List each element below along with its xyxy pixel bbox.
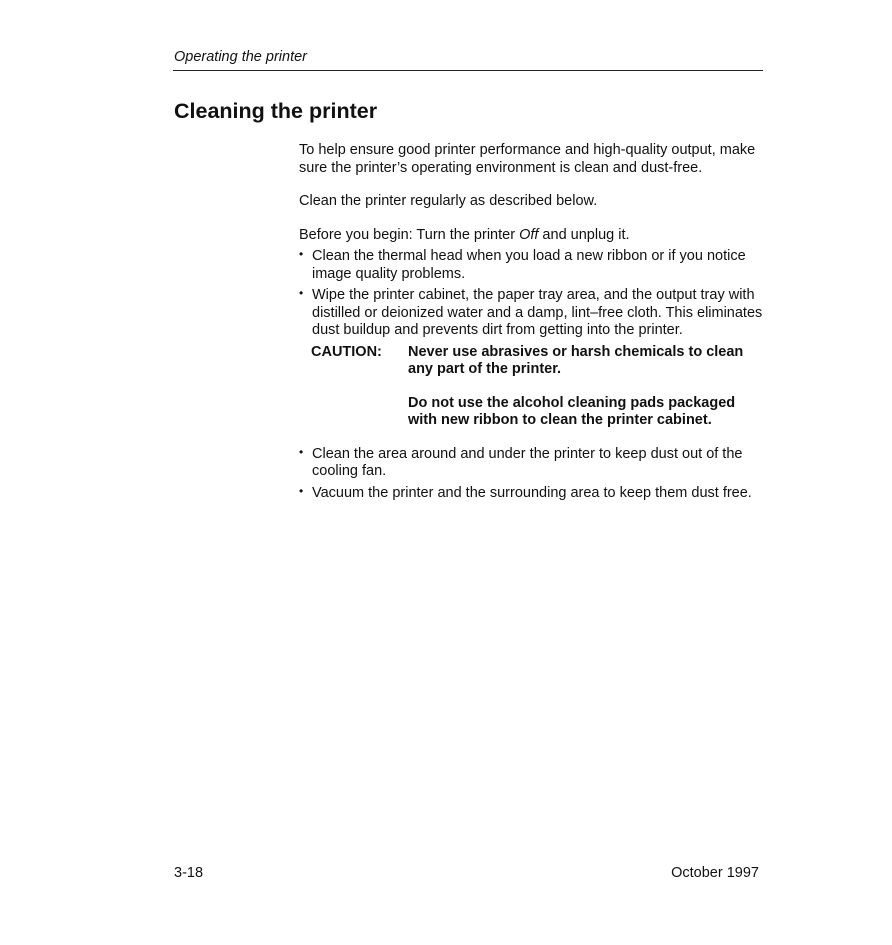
bullet-icon: • <box>299 286 304 300</box>
section-title: Cleaning the printer <box>174 99 378 123</box>
off-emphasis: Off <box>519 226 539 243</box>
cleaning-steps-list-continued <box>299 446 764 503</box>
list-item: • Wipe the printer cabinet, the paper tray area, and the output tray with distilled or deionized water and a damp, lint–free cloth. This eliminates dust buildup and prevents dirt from getting into the printer. <box>299 286 763 338</box>
header-rule <box>173 70 763 71</box>
list-item: • Vacuum the printer and the surrounding area to keep them dust free. <box>299 483 752 501</box>
caution-note <box>311 344 764 430</box>
running-header: Operating the printer <box>174 49 307 65</box>
bullet-icon: • <box>299 444 304 459</box>
cleaning-steps-list <box>299 248 764 340</box>
caution-line: Never use abrasives or harsh chemicals to clean any part of the printer. <box>408 343 744 377</box>
regularly-paragraph: Clean the printer regularly as described below. <box>299 193 598 209</box>
list-item: • Clean the thermal head when you load a new ribbon or if you notice image quality problems. <box>299 247 746 282</box>
list-item: • Clean the area around and under the printer to keep dust out of the cooling fan. <box>299 444 743 479</box>
section-body <box>299 142 764 506</box>
intro-paragraph: To help ensure good printer performance and high-quality output, make sure the printer’s operating environment is clean and dust-free. <box>299 142 756 176</box>
bullet-icon: • <box>299 247 304 261</box>
before-suffix: and unplug it. <box>538 226 630 243</box>
before-you-begin <box>299 227 764 245</box>
caution-text <box>408 344 764 430</box>
bullet-icon: • <box>299 483 304 498</box>
footer-date: October 1997 <box>671 865 759 881</box>
before-prefix: Before you begin: Turn the printer <box>299 226 520 243</box>
caution-line: Do not use the alcohol cleaning pads packaged with new ribbon to clean the printer cabinet. <box>408 394 736 428</box>
page-number: 3-18 <box>174 865 204 881</box>
caution-label: CAUTION: <box>311 343 382 360</box>
